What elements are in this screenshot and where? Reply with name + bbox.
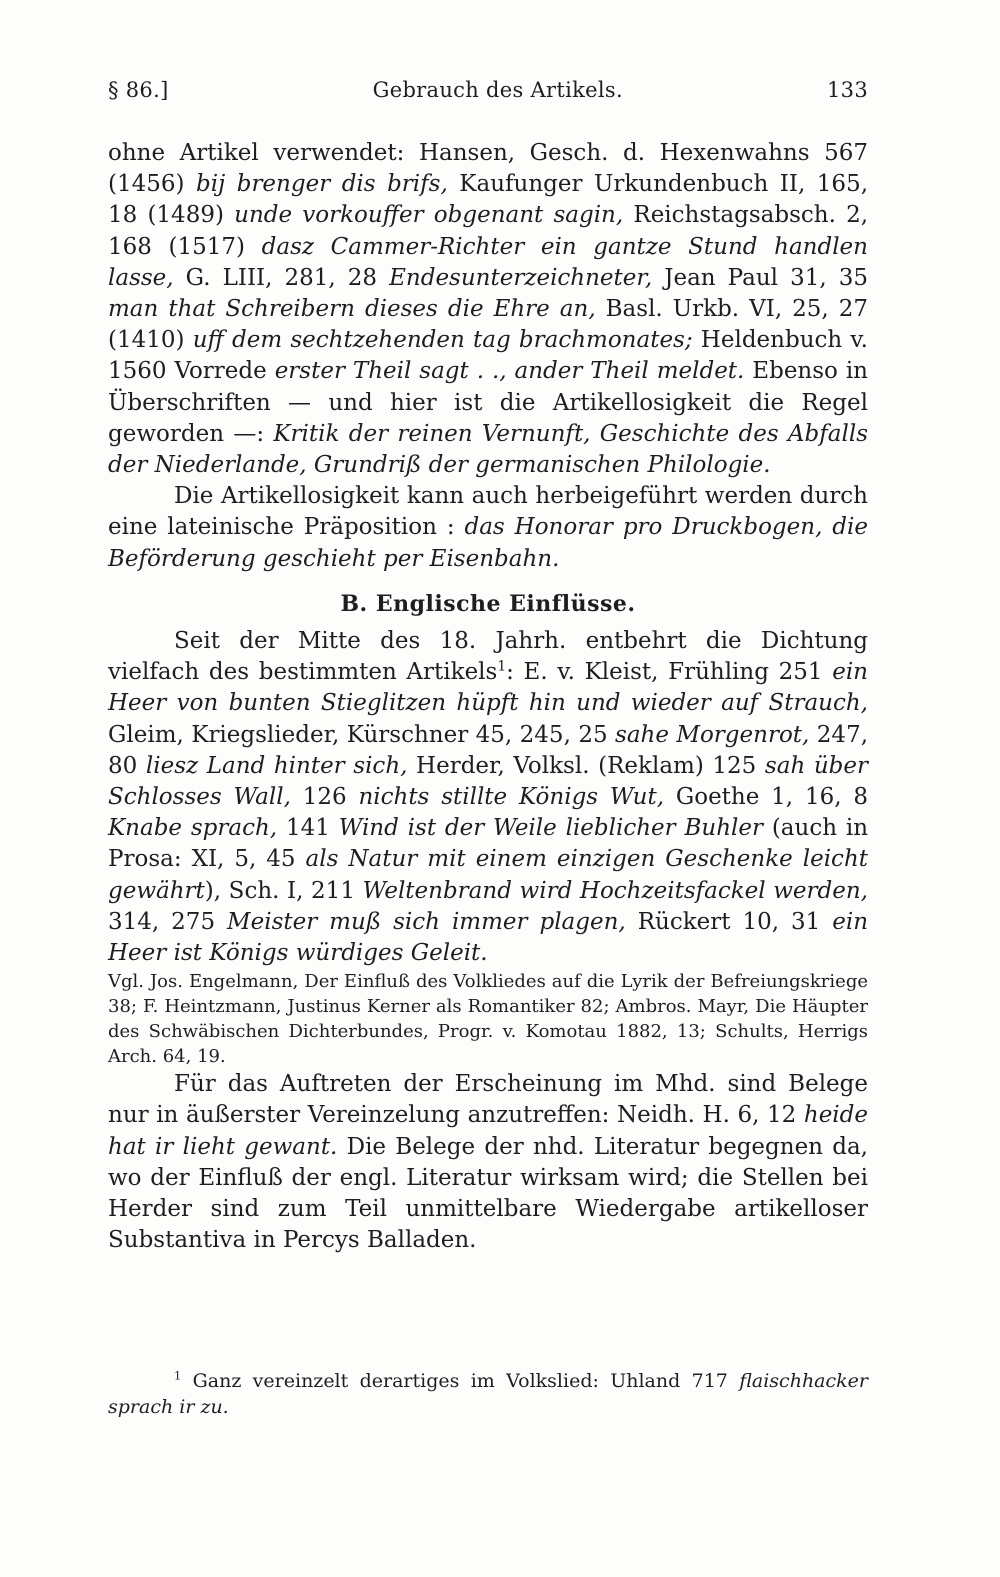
footnote-marker: 1	[174, 1368, 182, 1383]
quote-run: Kritik der reinen Vernunft, Geschichte des Abfalls der Niederlande, Grundriß der germanischen Philologie.	[108, 420, 868, 479]
page-number: 133	[827, 78, 868, 102]
text-run: Basl. Urkb. VI, 25, 27 (1410)	[108, 296, 868, 354]
text-run: Goethe 1, 16, 8	[664, 784, 868, 811]
quote-run: als Natur mit einem einzigen Geschenke leicht gewährt	[108, 846, 868, 904]
text-run: Jean Paul 31, 35	[652, 264, 868, 291]
text-run: 141	[277, 815, 339, 842]
text-run: Für das Auftreten der Erscheinung im Mhd. sind Belege nur in äußerster Vereinzelung anzutreffen: Neidh. H. 6, 12	[108, 1071, 868, 1129]
text-run: Herder, Volksl. (Reklam) 125	[407, 752, 765, 779]
quote-run: liesz Land hinter sich,	[145, 752, 408, 779]
text-run: Die Belege der nhd. Literatur begegnen da, wo der Einfluß der engl. Literatur wirksam wird; die Stellen bei Herder sind zum Teil unmittelbare Wiedergabe artikelloser Substantiva in Percys Balladen.	[108, 1133, 868, 1254]
main-text	[108, 138, 868, 1257]
text-run: Ganz vereinzelt derartiges im Volkslied: Uhland 717	[181, 1370, 740, 1392]
quote-run: sahe Morgenrot,	[615, 721, 810, 748]
quote-run: ein Heer ist Königs würdiges Geleit.	[108, 908, 869, 967]
running-header	[108, 78, 868, 114]
quote-run: Wind ist der Weile lieblicher Buhler	[338, 815, 763, 842]
text-run: Kaufunger Urkundenbuch II, 165, 18 (1489)	[108, 171, 869, 229]
text-run: (auch in Prosa: XI, 5, 45	[108, 815, 869, 873]
text-run: Die Artikellosigkeit kann auch herbeigeführt werden durch eine lateinische Präposition :	[108, 483, 868, 541]
text-run: Heldenbuch v. 1560 Vorrede	[108, 327, 868, 385]
paragraph-1	[108, 138, 868, 481]
quote-run: heide hat ir lieht gewant.	[108, 1102, 868, 1160]
quote-run: uff dem sechtzehenden tag brachmonates;	[192, 327, 693, 354]
quote-run: flaischhacker sprach ir zu.	[108, 1370, 868, 1418]
text-run: ), Sch. I, 211	[204, 877, 363, 904]
quote-run: sah über Schlosses Wall,	[108, 752, 868, 811]
quote-run: dasz Cammer-Richter ein gantze Stund handlen lasse,	[108, 233, 868, 291]
quote-run: bij brenger dis brifs,	[196, 171, 448, 198]
quote-run: man that Schreibern dieses die Ehre an,	[108, 296, 596, 323]
section-heading: B. Englische Einflüsse.	[340, 590, 636, 617]
paragraph-2	[108, 481, 868, 575]
text-run: Ebenso in Überschriften — und hier ist die Artikellosigkeit die Regel geworden —:	[108, 358, 868, 447]
footnote-reference: 1	[497, 658, 507, 675]
quote-run: Meister muß sich immer plagen,	[227, 908, 626, 935]
text-run: Seit der Mitte des 18. Jahrh. entbehrt die Dichtung vielfach des bestimmten Artikels	[108, 628, 868, 686]
text-run: 247, 80	[108, 721, 869, 779]
text-run: Reichstagsabsch. 2, 168 (1517)	[108, 202, 869, 260]
section-number: § 86.]	[108, 78, 169, 102]
text-run: ohne Artikel verwendet: Hansen, Gesch. d. Hexenwahns 567 (1456)	[108, 140, 868, 198]
quote-run: Weltenbrand wird Hochzeitsfackel werden,	[362, 877, 868, 904]
text-run: Gleim, Kriegslieder, Kürschner 45, 245, 25	[108, 721, 616, 748]
quote-run: unde vorkouffer obgenant sagin,	[234, 202, 624, 229]
text-run: G. LIII, 281, 28	[173, 264, 390, 291]
quote-run: das Honorar pro Druckbogen, die Beförderung geschieht per Eisenbahn.	[108, 514, 868, 572]
paragraph-4	[108, 1069, 868, 1256]
quote-run: nichts stillte Königs Wut,	[358, 784, 665, 811]
running-title: Gebrauch des Artikels.	[372, 78, 623, 102]
quote-run: Knabe sprach,	[108, 815, 278, 842]
footnote	[108, 1368, 868, 1420]
quote-run: Endesunterzeichneter,	[389, 264, 653, 291]
text-run: : E. v. Kleist, Frühling 251	[506, 659, 833, 686]
text-run: Rückert 10, 31	[625, 908, 833, 935]
quote-run: ein Heer von bunten Stieglitzen hüpft hin und wieder auf Strauch,	[108, 659, 868, 717]
text-run: 126	[290, 784, 359, 811]
bibliography-note: Vgl. Jos. Engelmann, Der Einfluß des Volkliedes auf die Lyrik der Befreiungskriege 38; F. Heintzmann, Justinus Kerner als Romantiker 82; Ambros. Mayr, Die Häupter des Schwäbischen Dichterbundes, Progr. v. Komotau 1882, 13; Schults, Herrigs Arch. 64, 19.	[108, 971, 868, 1068]
quote-run: erster Theil sagt . ., ander Theil meldet.	[274, 358, 745, 385]
text-run: 314, 275	[108, 908, 228, 935]
footnote-text	[108, 1368, 868, 1420]
paragraph-3	[108, 626, 868, 969]
